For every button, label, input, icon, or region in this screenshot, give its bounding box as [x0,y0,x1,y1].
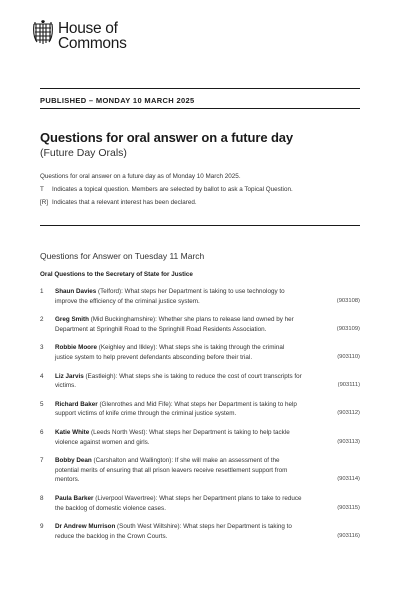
question-ref: (903108) [336,297,360,304]
constituency: (Eastleigh): [83,372,120,380]
question-number: 6 [40,428,44,436]
question-ref: (903112) [337,410,360,417]
section-heading: Questions for Answer on Tuesday 11 March [40,251,205,261]
question-text: What steps her Department is taking to help support victims of knife crime through the criminal justice system. [55,400,297,418]
section-divider [40,225,360,226]
constituency: (Carshalton and Wallington): [91,457,175,465]
legend-topical [40,186,293,193]
question-number: 3 [40,344,44,352]
list-item [40,372,360,391]
published-date: PUBLISHED – MONDAY 10 MARCH 2025 [40,96,195,105]
question-number: 7 [40,457,44,465]
question-number: 9 [40,523,44,531]
constituency: (Glenrothes and Mid Fife): [97,400,175,408]
question-number: 8 [40,494,44,502]
list-item [40,343,360,362]
constituency: (Telford): [96,288,125,295]
constituency: (Leeds North West): [89,428,150,436]
list-item [40,400,360,419]
question-number: 4 [40,372,44,380]
list-item [40,315,360,334]
question-number: 2 [40,316,44,324]
legend-symbol: T [40,186,44,193]
question-ref: (903110) [337,353,360,360]
question-ref: (903114) [337,476,360,483]
page-title: Questions for oral answer on a future day [40,130,294,145]
list-item [40,522,360,541]
legend-symbol: [R] [40,199,49,206]
member-name: Paula Barker [55,494,94,502]
member-name: Dr Andrew Murrison [55,523,116,531]
top-divider [40,88,360,89]
question-ref: (903116) [337,532,360,539]
member-name: Shaun Davies [55,288,97,295]
list-item [40,428,360,447]
constituency: (Liverpool Wavertree): [93,494,160,502]
list-item [40,287,360,306]
question-text: What steps her Department is taking to reduce the backlog in the Crown Courts. [55,523,292,540]
question-text: What steps her Department is taking to help tackle violence against women and girls. [55,428,290,446]
member-name: Robbie Moore [55,344,97,352]
list-item [40,494,360,513]
published-divider [40,108,360,109]
constituency: (Mid Buckinghamshire): [88,316,159,324]
question-text: What steps she is taking through the criminal justice system to help prevent defendants absconding before their trial. [55,344,285,361]
member-name: Liz Jarvis [55,372,84,380]
legend-text: Indicates a topical question. Members are selected by ballot to ask a Topical Question. [52,186,293,193]
question-number: 5 [40,400,44,408]
question-ref: (903113) [337,438,360,445]
question-text: Whether she plans to release land owned by her Department at Springhill Road to the Springhill Road Residents Association. [55,316,294,333]
legend-text: Indicates that a relevant interest has been declared. [52,199,197,206]
question-ref: (903109) [336,325,360,332]
constituency: (Keighley and Ilkley): [96,344,159,352]
question-text: If she will make an assessment of the potential merits of ensuring that all prison leavers receive resettlement support from mentors. [55,457,288,484]
logo-line-2: Commons [58,35,127,52]
question-list [40,287,360,541]
question-ref: (903111) [337,382,360,389]
constituency: (South West Wiltshire): [115,523,184,531]
intro-text: Questions for oral answer on a future day as of Monday 10 March 2025. [40,173,241,180]
logo-line-1: House of [58,20,118,37]
member-name: Katie White [55,428,90,436]
question-text: What steps her Department plans to take to reduce the backlog of domestic violence cases. [55,494,302,512]
question-number: 1 [40,288,44,295]
member-name: Bobby Dean [55,457,92,465]
portcullis-icon [32,20,54,46]
member-name: Greg Smith [55,316,89,324]
question-ref: (903115) [337,504,360,511]
member-name: Richard Baker [55,400,98,408]
question-text: What steps she is taking to reduce the cost of court transcripts for victims. [55,372,302,390]
house-of-commons-logo [32,20,127,51]
question-text: What steps her Department is taking to use technology to improve the efficiency of the criminal justice system. [55,288,285,305]
page-subtitle: (Future Day Orals) [40,147,127,159]
legend-interest [40,199,197,206]
subsection-heading: Oral Questions to the Secretary of State for Justice [40,271,193,278]
list-item [40,456,360,485]
